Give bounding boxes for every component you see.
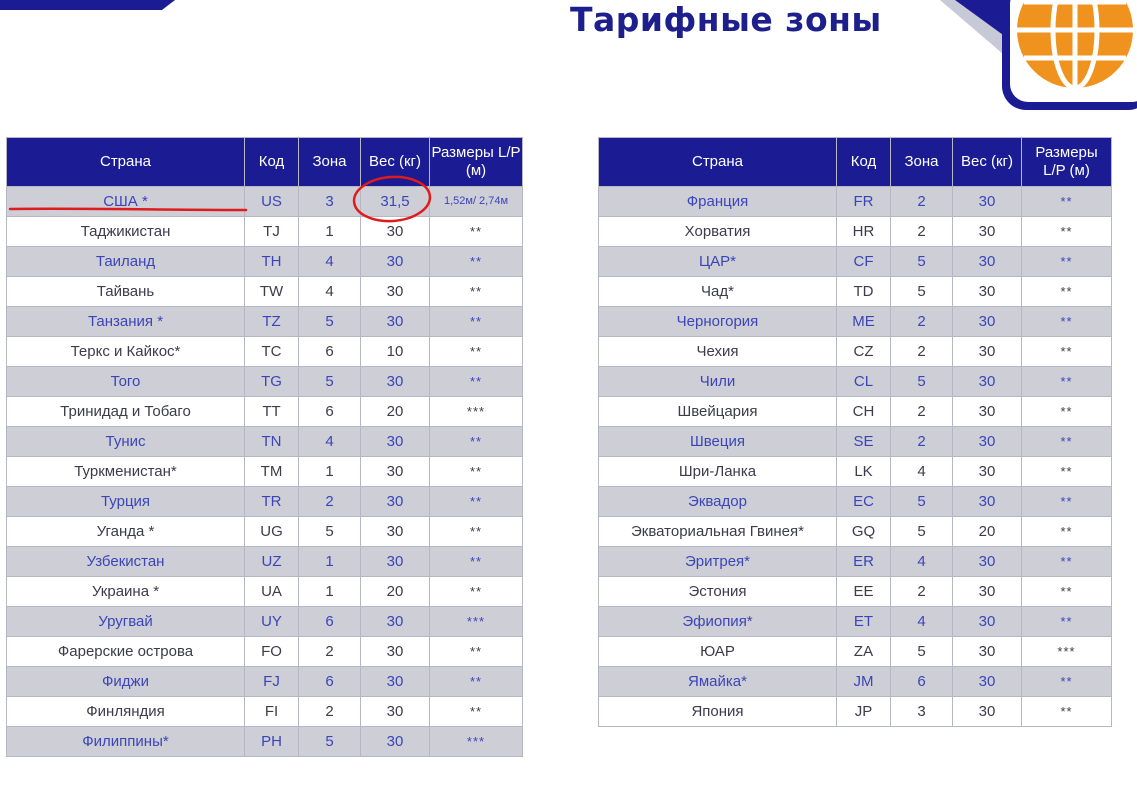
- zone-cell: 2: [299, 487, 361, 517]
- zone-cell: 2: [891, 427, 953, 457]
- code-cell: FJ: [245, 667, 299, 697]
- country-cell: ЮАР: [599, 637, 837, 667]
- size-cell: **: [1022, 487, 1112, 517]
- table-row: [599, 187, 1112, 217]
- size-cell: **: [1022, 607, 1112, 637]
- size-cell: **: [430, 577, 523, 607]
- col-header-zone: Зона: [299, 138, 361, 187]
- code-cell: TM: [245, 457, 299, 487]
- code-cell: TW: [245, 277, 299, 307]
- weight-cell: 30: [361, 247, 430, 277]
- col-header-weight: Вес (кг): [361, 138, 430, 187]
- weight-cell: 30: [361, 607, 430, 637]
- code-cell: LK: [837, 457, 891, 487]
- size-cell: **: [1022, 577, 1112, 607]
- code-cell: JM: [837, 667, 891, 697]
- country-cell: Чили: [599, 367, 837, 397]
- code-cell: FR: [837, 187, 891, 217]
- size-cell: **: [1022, 697, 1112, 727]
- zone-cell: 4: [891, 607, 953, 637]
- table-row: [7, 277, 523, 307]
- col-header-code: Код: [837, 138, 891, 187]
- size-cell: **: [1022, 307, 1112, 337]
- weight-cell: 30: [953, 307, 1022, 337]
- zone-cell: 6: [891, 667, 953, 697]
- weight-cell: 30: [361, 367, 430, 397]
- country-cell: Черногория: [599, 307, 837, 337]
- weight-cell: 30: [953, 547, 1022, 577]
- code-cell: SE: [837, 427, 891, 457]
- zone-cell: 4: [891, 547, 953, 577]
- size-cell: **: [430, 217, 523, 247]
- zone-cell: 4: [299, 427, 361, 457]
- zone-cell: 6: [299, 337, 361, 367]
- col-header-country: Страна: [7, 138, 245, 187]
- weight-cell: 20: [953, 517, 1022, 547]
- country-cell: ЦАР*: [599, 247, 837, 277]
- code-cell: TN: [245, 427, 299, 457]
- size-cell: **: [1022, 217, 1112, 247]
- weight-cell: 30: [953, 187, 1022, 217]
- weight-cell: 30: [953, 277, 1022, 307]
- table-header-row: [599, 138, 1112, 187]
- size-cell: **: [1022, 427, 1112, 457]
- table-row: [599, 697, 1112, 727]
- table-row: [599, 577, 1112, 607]
- code-cell: TH: [245, 247, 299, 277]
- table-row: [7, 217, 523, 247]
- weight-cell: 30: [953, 367, 1022, 397]
- code-cell: ET: [837, 607, 891, 637]
- table-row: [599, 607, 1112, 637]
- size-cell: 1,52м/ 2,74м: [430, 187, 523, 217]
- country-cell: США *: [7, 187, 245, 217]
- table-row: [7, 577, 523, 607]
- zone-cell: 2: [891, 397, 953, 427]
- table-row: [599, 247, 1112, 277]
- table-row: [7, 517, 523, 547]
- page-title: Тарифные зоны: [570, 0, 882, 39]
- weight-cell: 30: [953, 337, 1022, 367]
- table-row: [599, 637, 1112, 667]
- code-cell: UY: [245, 607, 299, 637]
- weight-cell: 30: [953, 577, 1022, 607]
- code-cell: TJ: [245, 217, 299, 247]
- zone-cell: 2: [891, 337, 953, 367]
- country-cell: Танзания *: [7, 307, 245, 337]
- weight-cell: 30: [361, 487, 430, 517]
- country-cell: Туркменистан*: [7, 457, 245, 487]
- country-cell: Швеция: [599, 427, 837, 457]
- table-row: [7, 607, 523, 637]
- country-cell: Ямайка*: [599, 667, 837, 697]
- zone-cell: 5: [891, 367, 953, 397]
- zone-cell: 1: [299, 577, 361, 607]
- table-row: [7, 547, 523, 577]
- code-cell: GQ: [837, 517, 891, 547]
- table-row: [599, 397, 1112, 427]
- col-header-size: Размеры L/P (м): [430, 138, 523, 187]
- table-row: [7, 637, 523, 667]
- table-row: [7, 427, 523, 457]
- table-row: [7, 337, 523, 367]
- country-cell: Эквадор: [599, 487, 837, 517]
- weight-cell: 30: [953, 607, 1022, 637]
- country-cell: Таиланд: [7, 247, 245, 277]
- size-cell: **: [430, 427, 523, 457]
- zone-cell: 1: [299, 217, 361, 247]
- weight-cell: 30: [361, 637, 430, 667]
- country-cell: Теркс и Кайкос*: [7, 337, 245, 367]
- table-row: [599, 337, 1112, 367]
- table-row: [7, 367, 523, 397]
- country-cell: Финляндия: [7, 697, 245, 727]
- table-row: [599, 517, 1112, 547]
- size-cell: **: [430, 487, 523, 517]
- code-cell: UA: [245, 577, 299, 607]
- size-cell: **: [1022, 517, 1112, 547]
- country-cell: Эфиопия*: [599, 607, 837, 637]
- zone-cell: 5: [891, 637, 953, 667]
- size-cell: **: [1022, 457, 1112, 487]
- country-cell: Швейцария: [599, 397, 837, 427]
- size-cell: **: [430, 667, 523, 697]
- code-cell: CZ: [837, 337, 891, 367]
- table-row: [7, 487, 523, 517]
- table-row: [7, 397, 523, 427]
- code-cell: US: [245, 187, 299, 217]
- weight-cell: 30: [361, 547, 430, 577]
- table-row: [7, 307, 523, 337]
- size-cell: **: [1022, 667, 1112, 697]
- col-header-zone: Зона: [891, 138, 953, 187]
- weight-cell: 30: [361, 697, 430, 727]
- size-cell: **: [430, 277, 523, 307]
- size-cell: **: [1022, 337, 1112, 367]
- zone-cell: 6: [299, 607, 361, 637]
- zone-cell: 1: [299, 547, 361, 577]
- country-cell: Узбекистан: [7, 547, 245, 577]
- size-cell: **: [430, 457, 523, 487]
- weight-cell: 30: [361, 307, 430, 337]
- country-cell: Тайвань: [7, 277, 245, 307]
- table-row: [599, 487, 1112, 517]
- table-row: [599, 367, 1112, 397]
- zone-cell: 2: [891, 577, 953, 607]
- table-row: [599, 667, 1112, 697]
- code-cell: TZ: [245, 307, 299, 337]
- globe-logo-icon: [940, 0, 1137, 115]
- code-cell: TD: [837, 277, 891, 307]
- country-cell: Таджикистан: [7, 217, 245, 247]
- size-cell: **: [1022, 247, 1112, 277]
- code-cell: CL: [837, 367, 891, 397]
- table-row: [7, 247, 523, 277]
- code-cell: TG: [245, 367, 299, 397]
- zone-cell: 2: [891, 307, 953, 337]
- zone-cell: 5: [299, 367, 361, 397]
- zone-cell: 1: [299, 457, 361, 487]
- country-cell: Уганда *: [7, 517, 245, 547]
- zone-cell: 5: [299, 727, 361, 757]
- weight-cell: 31,5: [361, 187, 430, 217]
- weight-cell: 30: [361, 727, 430, 757]
- table-row: [599, 547, 1112, 577]
- weight-cell: 30: [953, 427, 1022, 457]
- weight-cell: 30: [953, 667, 1022, 697]
- size-cell: **: [430, 247, 523, 277]
- code-cell: PH: [245, 727, 299, 757]
- weight-cell: 30: [361, 427, 430, 457]
- zone-cell: 5: [891, 517, 953, 547]
- country-cell: Эстония: [599, 577, 837, 607]
- code-cell: FO: [245, 637, 299, 667]
- zone-cell: 4: [299, 247, 361, 277]
- zone-cell: 2: [891, 217, 953, 247]
- country-cell: Фиджи: [7, 667, 245, 697]
- table-row: [7, 727, 523, 757]
- zone-cell: 3: [299, 187, 361, 217]
- size-cell: **: [1022, 187, 1112, 217]
- code-cell: EC: [837, 487, 891, 517]
- zone-cell: 2: [299, 697, 361, 727]
- country-cell: Экваториальная Гвинея*: [599, 517, 837, 547]
- size-cell: ***: [430, 727, 523, 757]
- weight-cell: 30: [953, 247, 1022, 277]
- zone-cell: 2: [299, 637, 361, 667]
- country-cell: Хорватия: [599, 217, 837, 247]
- weight-cell: 20: [361, 397, 430, 427]
- table-row: [7, 697, 523, 727]
- country-cell: Турция: [7, 487, 245, 517]
- code-cell: CH: [837, 397, 891, 427]
- country-cell: Франция: [599, 187, 837, 217]
- code-cell: TR: [245, 487, 299, 517]
- country-cell: Украина *: [7, 577, 245, 607]
- header-decor-band: [0, 0, 175, 12]
- country-cell: Филиппины*: [7, 727, 245, 757]
- zone-cell: 4: [891, 457, 953, 487]
- zone-cell: 3: [891, 697, 953, 727]
- weight-cell: 30: [361, 277, 430, 307]
- table-header-row: [7, 138, 523, 187]
- zone-cell: 6: [299, 397, 361, 427]
- country-cell: Шри-Ланка: [599, 457, 837, 487]
- table-row: [7, 457, 523, 487]
- col-header-country: Страна: [599, 138, 837, 187]
- weight-cell: 30: [953, 397, 1022, 427]
- tariff-zones-table-right: [598, 137, 1112, 727]
- size-cell: **: [1022, 367, 1112, 397]
- code-cell: FI: [245, 697, 299, 727]
- code-cell: UZ: [245, 547, 299, 577]
- col-header-weight: Вес (кг): [953, 138, 1022, 187]
- size-cell: **: [430, 697, 523, 727]
- table-row: [599, 277, 1112, 307]
- country-cell: Эритрея*: [599, 547, 837, 577]
- size-cell: **: [430, 367, 523, 397]
- country-cell: Тунис: [7, 427, 245, 457]
- table-row: [599, 217, 1112, 247]
- weight-cell: 30: [953, 457, 1022, 487]
- weight-cell: 30: [361, 667, 430, 697]
- size-cell: ***: [1022, 637, 1112, 667]
- table-row: [7, 667, 523, 697]
- weight-cell: 20: [361, 577, 430, 607]
- size-cell: **: [1022, 397, 1112, 427]
- code-cell: ZA: [837, 637, 891, 667]
- code-cell: ER: [837, 547, 891, 577]
- table-row: [599, 427, 1112, 457]
- zone-cell: 5: [891, 277, 953, 307]
- code-cell: UG: [245, 517, 299, 547]
- size-cell: ***: [430, 607, 523, 637]
- size-cell: **: [430, 517, 523, 547]
- col-header-size: Размеры L/P (м): [1022, 138, 1112, 187]
- weight-cell: 30: [361, 217, 430, 247]
- weight-cell: 30: [361, 457, 430, 487]
- table-row: [599, 457, 1112, 487]
- zone-cell: 2: [891, 187, 953, 217]
- weight-cell: 30: [361, 517, 430, 547]
- zone-cell: 5: [891, 487, 953, 517]
- zone-cell: 5: [891, 247, 953, 277]
- country-cell: Чехия: [599, 337, 837, 367]
- zone-cell: 6: [299, 667, 361, 697]
- weight-cell: 30: [953, 637, 1022, 667]
- size-cell: **: [1022, 277, 1112, 307]
- country-cell: Фарерские острова: [7, 637, 245, 667]
- col-header-code: Код: [245, 138, 299, 187]
- tariff-zones-table-left: [6, 137, 523, 757]
- country-cell: Япония: [599, 697, 837, 727]
- zone-cell: 4: [299, 277, 361, 307]
- weight-cell: 30: [953, 697, 1022, 727]
- country-cell: Уругвай: [7, 607, 245, 637]
- country-cell: Тринидад и Тобаго: [7, 397, 245, 427]
- zone-cell: 5: [299, 307, 361, 337]
- weight-cell: 10: [361, 337, 430, 367]
- size-cell: **: [430, 637, 523, 667]
- size-cell: **: [430, 307, 523, 337]
- country-cell: Того: [7, 367, 245, 397]
- size-cell: ***: [430, 397, 523, 427]
- code-cell: JP: [837, 697, 891, 727]
- table-row: [599, 307, 1112, 337]
- weight-cell: 30: [953, 217, 1022, 247]
- weight-cell: 30: [953, 487, 1022, 517]
- size-cell: **: [1022, 547, 1112, 577]
- table-row: [7, 187, 523, 217]
- size-cell: **: [430, 337, 523, 367]
- country-cell: Чад*: [599, 277, 837, 307]
- code-cell: HR: [837, 217, 891, 247]
- size-cell: **: [430, 547, 523, 577]
- code-cell: EE: [837, 577, 891, 607]
- code-cell: TT: [245, 397, 299, 427]
- code-cell: CF: [837, 247, 891, 277]
- code-cell: ME: [837, 307, 891, 337]
- code-cell: TC: [245, 337, 299, 367]
- zone-cell: 5: [299, 517, 361, 547]
